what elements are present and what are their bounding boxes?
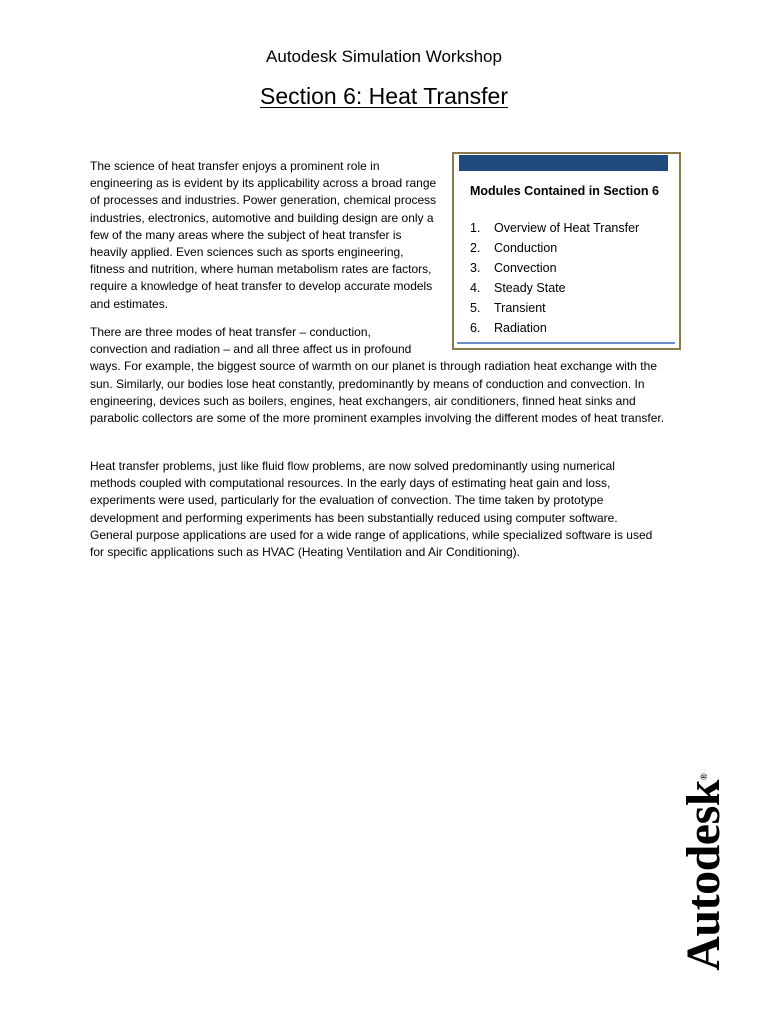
sidebox-heading: Modules Contained in Section 6 <box>470 184 659 198</box>
section-title: Section 6: Heat Transfer <box>259 83 508 109</box>
module-item <box>470 278 639 298</box>
module-item <box>470 298 639 318</box>
module-number: 1. <box>470 221 481 235</box>
module-label: Radiation <box>494 321 547 335</box>
intro-paragraph: The science of heat transfer enjoys a prominent role in engineering as is evident by its applicability across a broad range of processes and industries. Power generation, chemical process industries, electronics, automotive and building design are only a few of the many areas where the subject of heat transfer is heavily applied. Even sciences such as sports engineering, fitness and nutrition, where human metabolism rates are factors, require a knowledge of heat transfer to develop accurate models and estimates. <box>90 159 437 311</box>
module-item <box>470 258 639 278</box>
module-item <box>470 318 639 338</box>
modes-paragraph: There are three modes of heat transfer – conduction, convection and radiation – and all three affect us in profound ways. For example, the biggest source of warmth on our planet is through radiation heat exchange with the sun. Similarly, our bodies lose heat constantly, predominantly by means of conduction and convection. In engineering, devices such as boilers, engines, heat exchangers, air conditioners, finned heat sinks and parabolic collectors are some of the more prominent examples involving the different modes of heat transfer. <box>90 325 665 426</box>
module-number: 4. <box>470 281 481 295</box>
module-number: 2. <box>470 241 481 255</box>
module-number: 6. <box>470 321 481 335</box>
numerical-methods-paragraph: Heat transfer problems, just like fluid flow problems, are now solved predominantly using numerical methods coupled with computational resources. In the early days of estimating heat gain and loss, experiments were used, particularly for the evaluation of convection. The time taken by prototype development and performing experiments has been substantially reduced using computer software. General purpose applications are used for a wide range of applications, while specialized software is used for specific applications such as HVAC (Heating Ventilation and Air Conditioning). <box>90 459 653 560</box>
page-title <box>0 82 768 110</box>
logo-wordmark: Autodesk <box>677 780 730 971</box>
module-label: Conduction <box>494 241 558 255</box>
module-list <box>470 218 639 338</box>
module-label: Convection <box>494 261 557 275</box>
module-label: Overview of Heat Transfer <box>494 221 640 235</box>
sidebox-header-band <box>459 155 668 171</box>
modules-sidebox <box>452 152 681 350</box>
workshop-header: Autodesk Simulation Workshop <box>266 47 502 66</box>
module-number: 5. <box>470 301 481 315</box>
registered-mark: ® <box>699 773 709 781</box>
module-item <box>470 238 639 258</box>
module-label: Steady State <box>494 281 566 295</box>
sidebox-bottom-rule <box>457 342 675 344</box>
module-label: Transient <box>494 301 546 315</box>
module-item <box>470 218 639 238</box>
module-number: 3. <box>470 261 481 275</box>
autodesk-logo <box>677 773 730 971</box>
